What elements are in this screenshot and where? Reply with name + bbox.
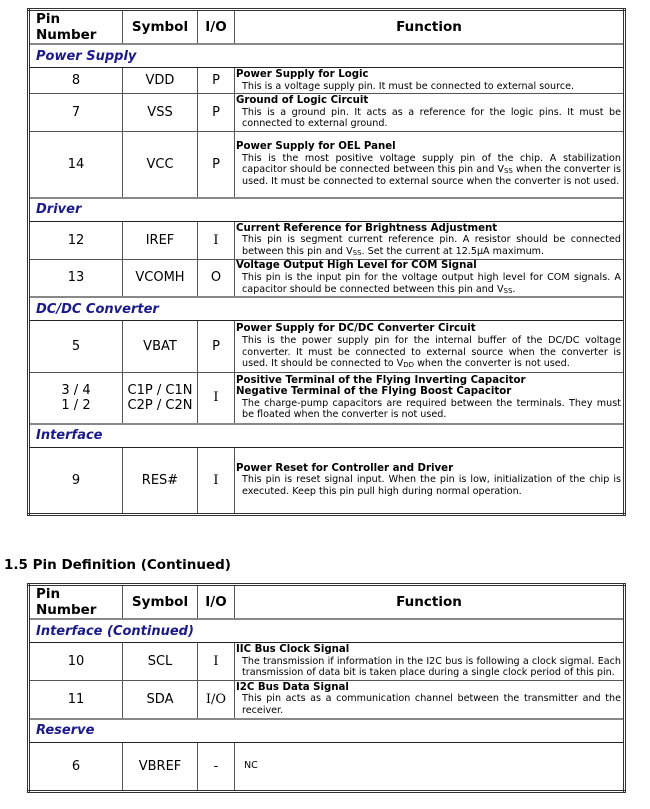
pin-function [235,643,625,681]
table-header-row [29,10,625,45]
pin-function [235,132,625,198]
pin-definition-table [27,8,626,516]
pin-symbol: VDD [123,68,198,94]
table-row [29,321,625,373]
table-row [29,221,625,259]
header-io: I/O [198,585,235,620]
function-title: Voltage Output High Level for COM Signal [236,260,477,272]
pin-function [235,681,625,719]
pin-function [235,94,625,132]
function-description: This is a ground pin. It acts as a reference for the logic pins. It must be connected to external ground. [242,106,621,130]
table-header-row [29,585,625,620]
pin-io: I [198,221,235,259]
pin-function [235,221,625,259]
pin-symbol: VBAT [123,321,198,373]
section-row [29,424,625,448]
section-row [29,198,625,222]
pin-function [235,259,625,297]
function-description: This pin is the input pin for the voltage output high level for COM signals. A capacitor should be connected between this pin and $V_{SS}$. [242,271,621,295]
table-row [29,643,625,681]
pin-io: P [198,132,235,198]
pin-symbol-pair: C1P / C1N [127,382,193,398]
section-title: Interface (Continued) [29,619,625,643]
function-description: This pin is reset signal input. When the pin is low, initialization of the chip is executed. Keep this pin pull high during normal operation. [242,474,621,497]
pin-symbol: VSS [123,94,198,132]
header-pin-number: Pin Number [29,585,123,620]
function-title: Positive Terminal of the Flying Inverting Capacitor [236,374,526,386]
function-description: The transmission if information in the I2C bus is following a clock sigmal. Each transmission of data bit is taken place during a single clock period of this pin. [242,655,621,679]
pin-symbol: VCOMH [123,259,198,297]
pin-function [235,742,625,791]
pin-io: P [198,68,235,94]
section-heading: 1.5 Pin Definition (Continued) [4,557,231,573]
pin-number [29,373,123,424]
subscript: SS [503,167,513,176]
header-pin-number: Pin Number [29,10,123,45]
function-title: IIC Bus Clock Signal [236,644,350,656]
subscript: DD [403,361,415,370]
pin-symbol [123,373,198,424]
pin-function [235,373,625,424]
pin-number-pair: 3 / 4 [61,382,91,398]
pin-io: I [198,643,235,681]
pin-io: - [198,742,235,791]
function-title: Current Reference for Brightness Adjustment [236,222,498,234]
subscript: SS [503,286,513,295]
subscript: SS [352,248,362,257]
pin-symbol-pair: C2P / C2N [127,397,193,413]
function-description: The charge-pump capacitors are required between the terminals. They must be floated when the converter is not used. [242,397,621,421]
pin-io: O [198,259,235,297]
function-description: This pin acts as a communication channel between the transmitter and the receiver. [242,693,621,717]
function-title: Power Supply for DC/DC Converter Circuit [236,323,476,335]
table-row [29,447,625,514]
pin-symbol: IREF [123,221,198,259]
pin-number: 11 [29,681,123,719]
section-row [29,44,625,68]
pin-number: 5 [29,321,123,373]
function-title: Power Supply for Logic [236,68,369,80]
table-row [29,742,625,791]
section-row [29,297,625,321]
pin-number: 14 [29,132,123,198]
header-symbol: Symbol [123,10,198,45]
section-row [29,719,625,743]
section-title: Interface [29,424,625,448]
function-title-2: Negative Terminal of the Flying Boost Capacitor [236,386,512,398]
pin-number: 9 [29,447,123,514]
pin-symbol: SDA [123,681,198,719]
header-function: Function [235,585,625,620]
section-title: Driver [29,198,625,222]
pin-definition-table-continued [27,583,626,793]
function-title: I2C Bus Data Signal [236,681,349,693]
pin-number-pair: 1 / 2 [61,397,91,413]
section-title: Reserve [29,719,625,743]
function-description: This pin is segment current reference pin. A resistor should be connected between this pin and $V_{SS}$. Set the current at 12.5μA maximum. [242,234,621,257]
header-function: Function [235,10,625,45]
function-description: This is a voltage supply pin. It must be connected to external source. [242,80,575,92]
table-row [29,68,625,94]
pin-io: I [198,447,235,514]
pin-number: 6 [29,742,123,791]
table-row [29,259,625,297]
header-symbol: Symbol [123,585,198,620]
pin-function [235,321,625,373]
table-row [29,94,625,132]
function-title: Power Supply for OEL Panel [236,141,396,153]
function-description: NC [244,760,258,772]
pin-io: P [198,321,235,373]
table-row [29,132,625,198]
pin-io: P [198,94,235,132]
pin-function [235,447,625,514]
pin-symbol: RES# [123,447,198,514]
pin-number: 12 [29,221,123,259]
pin-number: 7 [29,94,123,132]
function-title: Ground of Logic Circuit [236,95,369,107]
pin-io: I/O [198,681,235,719]
section-title: DC/DC Converter [29,297,625,321]
section-title: Power Supply [29,44,625,68]
function-description: This is the power supply pin for the internal buffer of the DC/DC voltage converter. It must be connected to external source when the converter is used. It should be connected to $V_{DD}$ when the converter is not used. [242,334,621,370]
table-row [29,373,625,424]
pin-number: 13 [29,259,123,297]
pin-io: I [198,373,235,424]
pin-number: 8 [29,68,123,94]
pin-number: 10 [29,643,123,681]
header-io: I/O [198,10,235,45]
pin-symbol: VBREF [123,742,198,791]
table-row [29,681,625,719]
function-title: Power Reset for Controller and Driver [236,462,454,474]
pin-function [235,68,625,94]
function-description: This is the most positive voltage supply pin of the chip. A stabilization capacitor should be connected between this pin and $V_{SS}$ when the converter is used. It must be connected to external source when the converter is not used. [242,152,621,187]
pin-symbol: VCC [123,132,198,198]
section-row [29,619,625,643]
pin-symbol: SCL [123,643,198,681]
